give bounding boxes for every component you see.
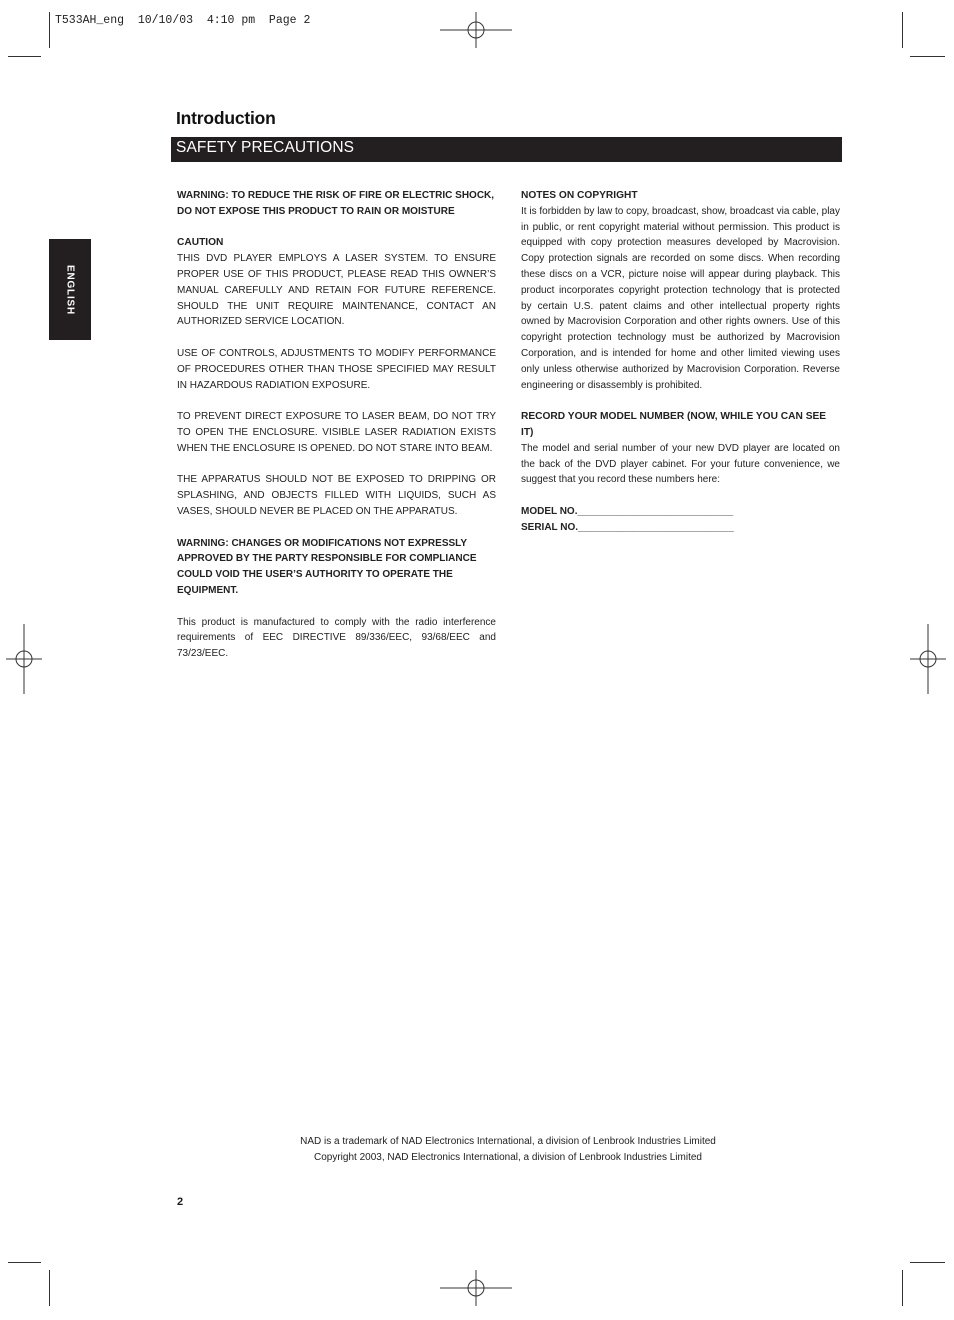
left-column: [177, 188, 496, 678]
crop-mark-top-right-horizontal: [910, 56, 945, 57]
registration-mark-top-icon: [440, 12, 512, 48]
right-column: [521, 188, 840, 536]
footer-copyright: Copyright 2003, NAD Electronics International, a division of Lenbrook Industries Limited: [314, 1152, 702, 1163]
language-tab-label: ENGLISH: [64, 264, 76, 315]
caution-text: THIS DVD PLAYER EMPLOYS A LASER SYSTEM. TO ENSURE PROPER USE OF THIS PRODUCT, PLEASE READ THIS OWNER’S MANUAL CAREFULLY AND RETAIN FOR FUTURE REFERENCE. SHOULD THE UNIT REQUIRE MAINTENANCE, CONTACT AN AUTHORIZED SERVICE LOCATION.: [177, 253, 496, 328]
section-banner: [171, 137, 842, 162]
controls-text: USE OF CONTROLS, ADJUSTMENTS TO MODIFY PERFORMANCE OF PROCEDURES OTHER THAN THOSE SPECIFIED MAY RESULT IN HAZARDOUS RADIATION EXPOSURE.: [177, 347, 496, 391]
crop-mark-bottom-left-vertical: [49, 1270, 50, 1306]
copyright-heading: NOTES ON COPYRIGHT: [521, 190, 638, 201]
registration-mark-right-icon: [910, 624, 946, 694]
language-tab: [49, 239, 91, 340]
dripping-text: THE APPARATUS SHOULD NOT BE EXPOSED TO DRIPPING OR SPLASHING, AND OBJECTS FILLED WITH LIQUIDS, SUCH AS VASES, SHOULD NEVER BE PLACED ON THE APPARATUS.: [177, 474, 496, 517]
crop-mark-top-right-vertical: [902, 12, 903, 48]
serial-number-field: SERIAL NO.____________________________: [521, 521, 734, 533]
laser-text: TO PREVENT DIRECT EXPOSURE TO LASER BEAM, DO NOT TRY TO OPEN THE ENCLOSURE. VISIBLE LASER RADIATION EXISTS WHEN THE ENCLOSURE IS OPENED. DO NOT STARE INTO BEAM.: [177, 411, 496, 454]
crop-mark-top-left-horizontal: [8, 56, 41, 57]
changes-warning: WARNING: CHANGES OR MODIFICATIONS NOT EXPRESSLY APPROVED BY THE PARTY RESPONSIBLE FOR COMPLIANCE COULD VOID THE USER’S AUTHORITY TO OPERATE THE EQUIPMENT.: [177, 537, 477, 596]
crop-mark-bottom-right-vertical: [902, 1270, 903, 1306]
copyright-text: It is forbidden by law to copy, broadcast, show, broadcast via cable, play in public, or rent copyright material without permission. This product is equipped with copy protection measures developed by Macrovision. Copy protection signals are recorded on some discs. When recording these discs on a VCR, picture noise will appear during playback. This product incorporates copyright protection technology that is protected by certain U.S. patent claims and other intellectual property rights owned by Macrovision Corporation and other rights owners. Use of this copyright protection technology must be authorized by Macrovision Corporation, and is intended for home and other limited viewing uses only unless otherwise authorized by Macrovision Corporation. Reverse engineering or disassembly is prohibited.: [521, 205, 840, 391]
crop-mark-top-left-vertical: [49, 12, 50, 48]
page-number: 2: [177, 1196, 184, 1208]
registration-mark-bottom-icon: [440, 1270, 512, 1306]
print-slug: T533AH_eng 10/10/03 4:10 pm Page 2: [55, 14, 311, 27]
banner-title: SAFETY PRECAUTIONS: [176, 139, 355, 156]
crop-mark-bottom-right-horizontal: [910, 1262, 945, 1263]
record-text: The model and serial number of your new DVD player are located on the back of the DVD player cabinet. For your future convenience, we suggest that you record these numbers here:: [521, 442, 840, 486]
crop-mark-bottom-left-horizontal: [8, 1262, 41, 1263]
footer-trademark: NAD is a trademark of NAD Electronics International, a division of Lenbrook Industries Limited: [300, 1136, 716, 1147]
compliance-text: This product is manufactured to comply with the radio interference requirements of EEC DIRECTIVE 89/336/EEC, 93/68/EEC and 73/23/EEC.: [177, 616, 496, 660]
section-title: Introduction: [176, 108, 276, 128]
record-heading: RECORD YOUR MODEL NUMBER (NOW, WHILE YOU CAN SEE IT): [521, 411, 827, 438]
caution-heading: CAUTION: [177, 237, 224, 249]
registration-mark-left-icon: [6, 624, 42, 694]
model-number-field: MODEL NO.____________________________: [521, 505, 734, 517]
footer: [0, 1134, 954, 1166]
warning-heading: WARNING: TO REDUCE THE RISK OF FIRE OR ELECTRIC SHOCK, DO NOT EXPOSE THIS PRODUCT TO RAIN OR MOISTURE: [177, 190, 495, 217]
